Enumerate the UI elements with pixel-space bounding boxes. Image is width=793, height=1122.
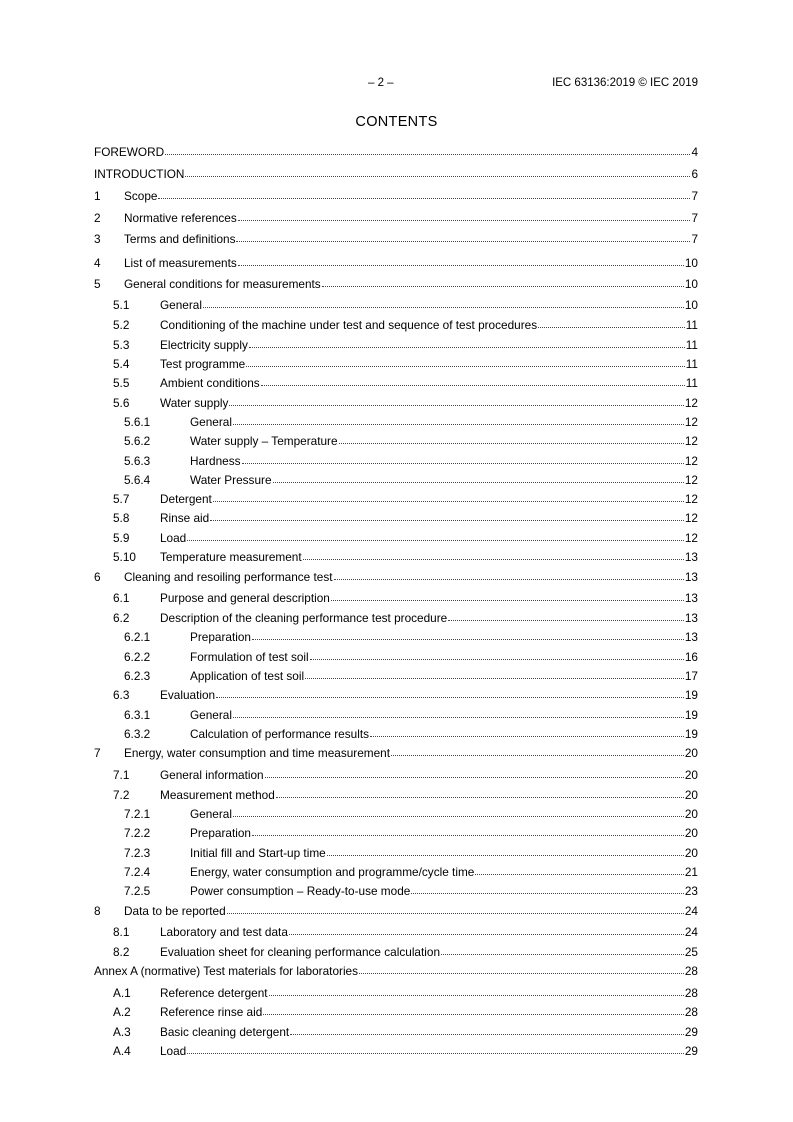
toc-entry-number: 7.2	[113, 788, 130, 802]
toc-entry-number: 6.2	[113, 611, 130, 625]
toc-entry-label: General	[190, 807, 232, 821]
toc-entry-label: Conditioning of the machine under test and sequence of test procedures	[160, 318, 538, 332]
toc-entry-label: Power consumption – Ready-to-use mode	[190, 884, 411, 898]
toc-entry-page: 20	[684, 746, 698, 760]
toc-leader-dots	[331, 589, 684, 601]
toc-entry-label: Energy, water consumption and programme/cycle time	[190, 865, 475, 879]
toc-leader-dots	[359, 962, 684, 974]
toc-entry-label: FOREWORD	[94, 145, 165, 159]
toc-entry[interactable]	[94, 1024, 698, 1040]
page-number: – 2 –	[368, 77, 394, 89]
toc-entry-number: 6.2.3	[124, 669, 151, 683]
toc-entry-page: 12	[684, 492, 698, 506]
toc-entry-number: 1	[94, 189, 101, 203]
toc-entry-number: 8.2	[113, 945, 130, 959]
toc-entry-label: Evaluation	[160, 688, 216, 702]
toc-entry-label: General	[190, 708, 232, 722]
toc-entry-number: 6.1	[113, 591, 130, 605]
toc-entry-number: 5.6.2	[124, 434, 151, 448]
toc-entry-page: 13	[684, 630, 698, 644]
toc-leader-dots	[216, 686, 684, 698]
toc-entry-page: 28	[684, 1005, 698, 1019]
toc-leader-dots	[246, 355, 685, 367]
toc-leader-dots	[213, 490, 684, 502]
toc-entry-page: 16	[684, 650, 698, 664]
toc-entry-label: Basic cleaning detergent	[160, 1025, 290, 1039]
toc-entry[interactable]	[94, 317, 698, 333]
toc-entry[interactable]	[94, 530, 698, 546]
toc-entry-label: INTRODUCTION	[94, 167, 185, 181]
toc-entry-number: 6.2.2	[124, 650, 151, 664]
toc-entry-label: Laboratory and test data	[160, 925, 288, 939]
toc-entry-page: 19	[684, 708, 698, 722]
toc-entry[interactable]	[94, 375, 698, 391]
toc-entry-page: 20	[684, 807, 698, 821]
toc-entry[interactable]	[94, 668, 698, 684]
standard-reference: IEC 63136:2019 © IEC 2019	[552, 77, 698, 89]
toc-entry-page: 11	[685, 357, 698, 371]
toc-entry[interactable]	[94, 569, 698, 585]
toc-leader-dots	[370, 725, 684, 737]
toc-leader-dots	[334, 568, 684, 580]
toc-entry-number: 5.5	[113, 376, 130, 390]
toc-entry-number: 5.10	[113, 550, 136, 564]
toc-entry-number: A.3	[113, 1025, 131, 1039]
toc-entry[interactable]	[94, 903, 698, 919]
toc-entry-page: 12	[684, 396, 698, 410]
toc-leader-dots	[475, 863, 684, 875]
toc-entry-number: 7.2.3	[124, 846, 151, 860]
toc-entry-number: 5.8	[113, 511, 130, 525]
toc-entry-page: 17	[684, 669, 698, 683]
toc-entry[interactable]	[94, 944, 698, 960]
toc-entry-number: 5.2	[113, 318, 130, 332]
toc-entry[interactable]	[94, 649, 698, 665]
toc-entry[interactable]	[94, 726, 698, 742]
toc-entry[interactable]	[94, 414, 698, 430]
toc-entry-number: 6.3	[113, 688, 130, 702]
toc-entry-page: 4	[691, 145, 698, 159]
toc-leader-dots	[448, 609, 684, 621]
toc-entry[interactable]	[94, 590, 698, 606]
toc-entry-page: 12	[684, 531, 698, 545]
toc-entry-page: 10	[684, 256, 698, 270]
toc-entry-number: 6.3.2	[124, 727, 151, 741]
toc-entry-number: 5.6.3	[124, 454, 151, 468]
toc-entry-number: 5.7	[113, 492, 130, 506]
toc-entry-page: 20	[684, 788, 698, 802]
toc-leader-dots	[263, 1003, 684, 1015]
toc-entry-page: 29	[684, 1025, 698, 1039]
toc-entry-number: 8.1	[113, 925, 130, 939]
toc-entry-page: 12	[684, 454, 698, 468]
toc-entry[interactable]	[94, 549, 698, 565]
contents-title: CONTENTS	[355, 114, 438, 130]
toc-entry-label: Load	[160, 531, 187, 545]
toc-leader-dots	[339, 432, 684, 444]
toc-entry-page: 11	[685, 376, 698, 390]
toc-entry-number: 5.3	[113, 338, 130, 352]
toc-entry-number: A.1	[113, 986, 131, 1000]
toc-entry[interactable]	[94, 491, 698, 507]
toc-entry-page: 12	[684, 473, 698, 487]
toc-leader-dots	[229, 394, 683, 406]
toc-entry-label: General conditions for measurements	[124, 277, 321, 291]
toc-entry-number: 7.2.5	[124, 884, 151, 898]
toc-leader-dots	[305, 667, 684, 679]
toc-leader-dots	[327, 844, 684, 856]
toc-entry-number: 5.1	[113, 298, 130, 312]
toc-entry-page: 19	[684, 688, 698, 702]
toc-entry[interactable]	[94, 210, 698, 226]
toc-entry-page: 6	[691, 167, 698, 181]
toc-entry-label: Purpose and general description	[160, 591, 330, 605]
toc-entry-label: Ambient conditions	[160, 376, 260, 390]
toc-entry-page: 7	[691, 211, 698, 225]
toc-entry-page: 19	[684, 727, 698, 741]
toc-entry[interactable]	[94, 144, 698, 160]
toc-entry-label: Electricity supply	[160, 338, 248, 352]
toc-entry-label: Evaluation sheet for cleaning performance calculation	[160, 945, 441, 959]
toc-entry-label: Temperature measurement	[160, 550, 302, 564]
toc-entry-label: Terms and definitions	[124, 232, 236, 246]
toc-entry[interactable]	[94, 610, 698, 626]
toc-entry[interactable]	[94, 472, 698, 488]
toc-entry-page: 20	[684, 846, 698, 860]
toc-entry-label: General information	[160, 768, 264, 782]
toc-leader-dots	[233, 413, 684, 425]
toc-entry[interactable]	[94, 963, 698, 979]
toc-leader-dots	[249, 336, 685, 348]
toc-leader-dots	[261, 374, 685, 386]
toc-entry-number: 2	[94, 211, 101, 225]
toc-entry-number: 7.2.4	[124, 865, 151, 879]
toc-entry-label: Hardness	[190, 454, 241, 468]
toc-entry-number: 4	[94, 256, 101, 270]
toc-entry[interactable]	[94, 453, 698, 469]
toc-leader-dots	[290, 1023, 684, 1035]
toc-entry-page: 7	[691, 232, 698, 246]
toc-entry-label: General	[160, 298, 202, 312]
toc-entry-label: Reference rinse aid	[160, 1005, 263, 1019]
toc-entry[interactable]	[94, 745, 698, 761]
toc-entry[interactable]	[94, 433, 698, 449]
toc-leader-dots	[252, 824, 684, 836]
toc-entry-number: 6	[94, 570, 101, 584]
toc-entry-label: Calculation of performance results	[190, 727, 370, 741]
toc-entry-label: Water Pressure	[190, 473, 272, 487]
toc-entry-number: 7.2.1	[124, 807, 151, 821]
toc-entry-number: 3	[94, 232, 101, 246]
toc-entry-page: 20	[684, 768, 698, 782]
toc-entry-page: 10	[684, 298, 698, 312]
toc-entry[interactable]	[94, 883, 698, 899]
toc-entry-label: Description of the cleaning performance test procedure	[160, 611, 448, 625]
toc-entry-label: List of measurements	[124, 256, 237, 270]
toc-entry-number: 5	[94, 277, 101, 291]
toc-leader-dots	[233, 706, 684, 718]
toc-leader-dots	[242, 452, 684, 464]
toc-entry-page: 12	[684, 511, 698, 525]
toc-leader-dots	[233, 805, 684, 817]
toc-entry-label: General	[190, 415, 232, 429]
toc-entry-number: 5.9	[113, 531, 130, 545]
toc-entry-page: 28	[684, 964, 698, 978]
toc-entry[interactable]	[94, 985, 698, 1001]
toc-entry-label: Formulation of test soil	[190, 650, 309, 664]
toc-entry[interactable]	[94, 188, 698, 204]
toc-entry[interactable]	[94, 845, 698, 861]
toc-entry-label: Rinse aid	[160, 511, 210, 525]
toc-entry-number: 7	[94, 746, 101, 760]
toc-entry-page: 11	[685, 318, 698, 332]
toc-entry-label: Water supply	[160, 396, 229, 410]
toc-leader-dots	[303, 548, 684, 560]
toc-entry[interactable]	[94, 864, 698, 880]
toc-entry-label: Normative references	[124, 211, 237, 225]
toc-leader-dots	[165, 143, 690, 155]
toc-entry-label: Annex A (normative) Test materials for laboratories	[94, 964, 359, 978]
toc-entry[interactable]	[94, 276, 698, 292]
toc-leader-dots	[538, 316, 685, 328]
toc-leader-dots	[236, 230, 690, 242]
toc-entry-number: 5.6	[113, 396, 130, 410]
toc-entry[interactable]	[94, 629, 698, 645]
toc-entry-page: 24	[684, 904, 698, 918]
toc-entry[interactable]	[94, 166, 698, 182]
toc-entry-label: Preparation	[190, 826, 251, 840]
toc-entry-page: 29	[684, 1044, 698, 1058]
toc-entry-label: Measurement method	[160, 788, 275, 802]
toc-entry-label: Detergent	[160, 492, 212, 506]
toc-leader-dots	[252, 628, 684, 640]
toc-leader-dots	[310, 648, 684, 660]
toc-leader-dots	[391, 744, 684, 756]
toc-entry-page: 25	[684, 945, 698, 959]
toc-entry[interactable]	[94, 297, 698, 313]
toc-entry-page: 23	[684, 884, 698, 898]
toc-entry[interactable]	[94, 337, 698, 353]
toc-entry[interactable]	[94, 1004, 698, 1020]
toc-entry-page: 28	[684, 986, 698, 1000]
toc-leader-dots	[158, 187, 690, 199]
toc-entry-label: Initial fill and Start-up time	[190, 846, 326, 860]
toc-entry-page: 13	[684, 611, 698, 625]
toc-leader-dots	[203, 296, 684, 308]
toc-entry[interactable]	[94, 255, 698, 271]
toc-entry[interactable]	[94, 825, 698, 841]
toc-entry-page: 11	[685, 338, 698, 352]
toc-leader-dots	[227, 902, 684, 914]
toc-leader-dots	[187, 1042, 684, 1054]
toc-leader-dots	[322, 275, 684, 287]
toc-entry-number: 6.2.1	[124, 630, 151, 644]
toc-leader-dots	[187, 529, 684, 541]
toc-leader-dots	[265, 766, 684, 778]
toc-entry-label: Water supply – Temperature	[190, 434, 338, 448]
toc-entry[interactable]	[94, 510, 698, 526]
toc-entry-label: Preparation	[190, 630, 251, 644]
toc-entry[interactable]	[94, 395, 698, 411]
toc-entry-page: 21	[684, 865, 698, 879]
toc-leader-dots	[273, 471, 684, 483]
toc-leader-dots	[289, 923, 684, 935]
toc-entry-number: 5.6.1	[124, 415, 151, 429]
toc-entry[interactable]	[94, 787, 698, 803]
toc-leader-dots	[411, 882, 684, 894]
toc-entry-number: 5.4	[113, 357, 130, 371]
toc-entry-page: 12	[684, 434, 698, 448]
toc-leader-dots	[238, 254, 684, 266]
toc-entry[interactable]	[94, 806, 698, 822]
toc-entry-number: 7.1	[113, 768, 130, 782]
toc-leader-dots	[276, 786, 684, 798]
toc-entry-number: 7.2.2	[124, 826, 151, 840]
toc-entry-page: 10	[684, 277, 698, 291]
toc-entry-label: Energy, water consumption and time measurement	[124, 746, 390, 760]
toc-entry[interactable]	[94, 687, 698, 703]
toc-entry[interactable]	[94, 231, 698, 247]
toc-entry-number: A.2	[113, 1005, 131, 1019]
toc-entry[interactable]	[94, 356, 698, 372]
toc-entry-number: A.4	[113, 1044, 131, 1058]
toc-entry-label: Data to be reported	[124, 904, 226, 918]
toc-leader-dots	[210, 509, 684, 521]
toc-entry-page: 24	[684, 925, 698, 939]
toc-entry-label: Application of test soil	[190, 669, 305, 683]
table-of-contents	[94, 0, 698, 1122]
toc-leader-dots	[185, 165, 690, 177]
toc-entry-label: Reference detergent	[160, 986, 268, 1000]
toc-leader-dots	[238, 209, 691, 221]
toc-entry-label: Test programme	[160, 357, 246, 371]
toc-entry-page: 20	[684, 826, 698, 840]
toc-entry-number: 6.3.1	[124, 708, 151, 722]
toc-entry[interactable]	[94, 767, 698, 783]
toc-leader-dots	[269, 984, 684, 996]
toc-entry-number: 8	[94, 904, 101, 918]
toc-entry-label: Load	[160, 1044, 187, 1058]
toc-entry[interactable]	[94, 1043, 698, 1059]
toc-entry-page: 13	[684, 550, 698, 564]
toc-entry-page: 13	[684, 591, 698, 605]
toc-entry-page: 12	[684, 415, 698, 429]
toc-entry-label: Scope	[124, 189, 158, 203]
toc-leader-dots	[441, 943, 684, 955]
toc-entry[interactable]	[94, 924, 698, 940]
toc-entry-label: Cleaning and resoiling performance test	[124, 570, 333, 584]
toc-entry-page: 13	[684, 570, 698, 584]
toc-entry[interactable]	[94, 707, 698, 723]
toc-entry-page: 7	[691, 189, 698, 203]
toc-entry-number: 5.6.4	[124, 473, 151, 487]
